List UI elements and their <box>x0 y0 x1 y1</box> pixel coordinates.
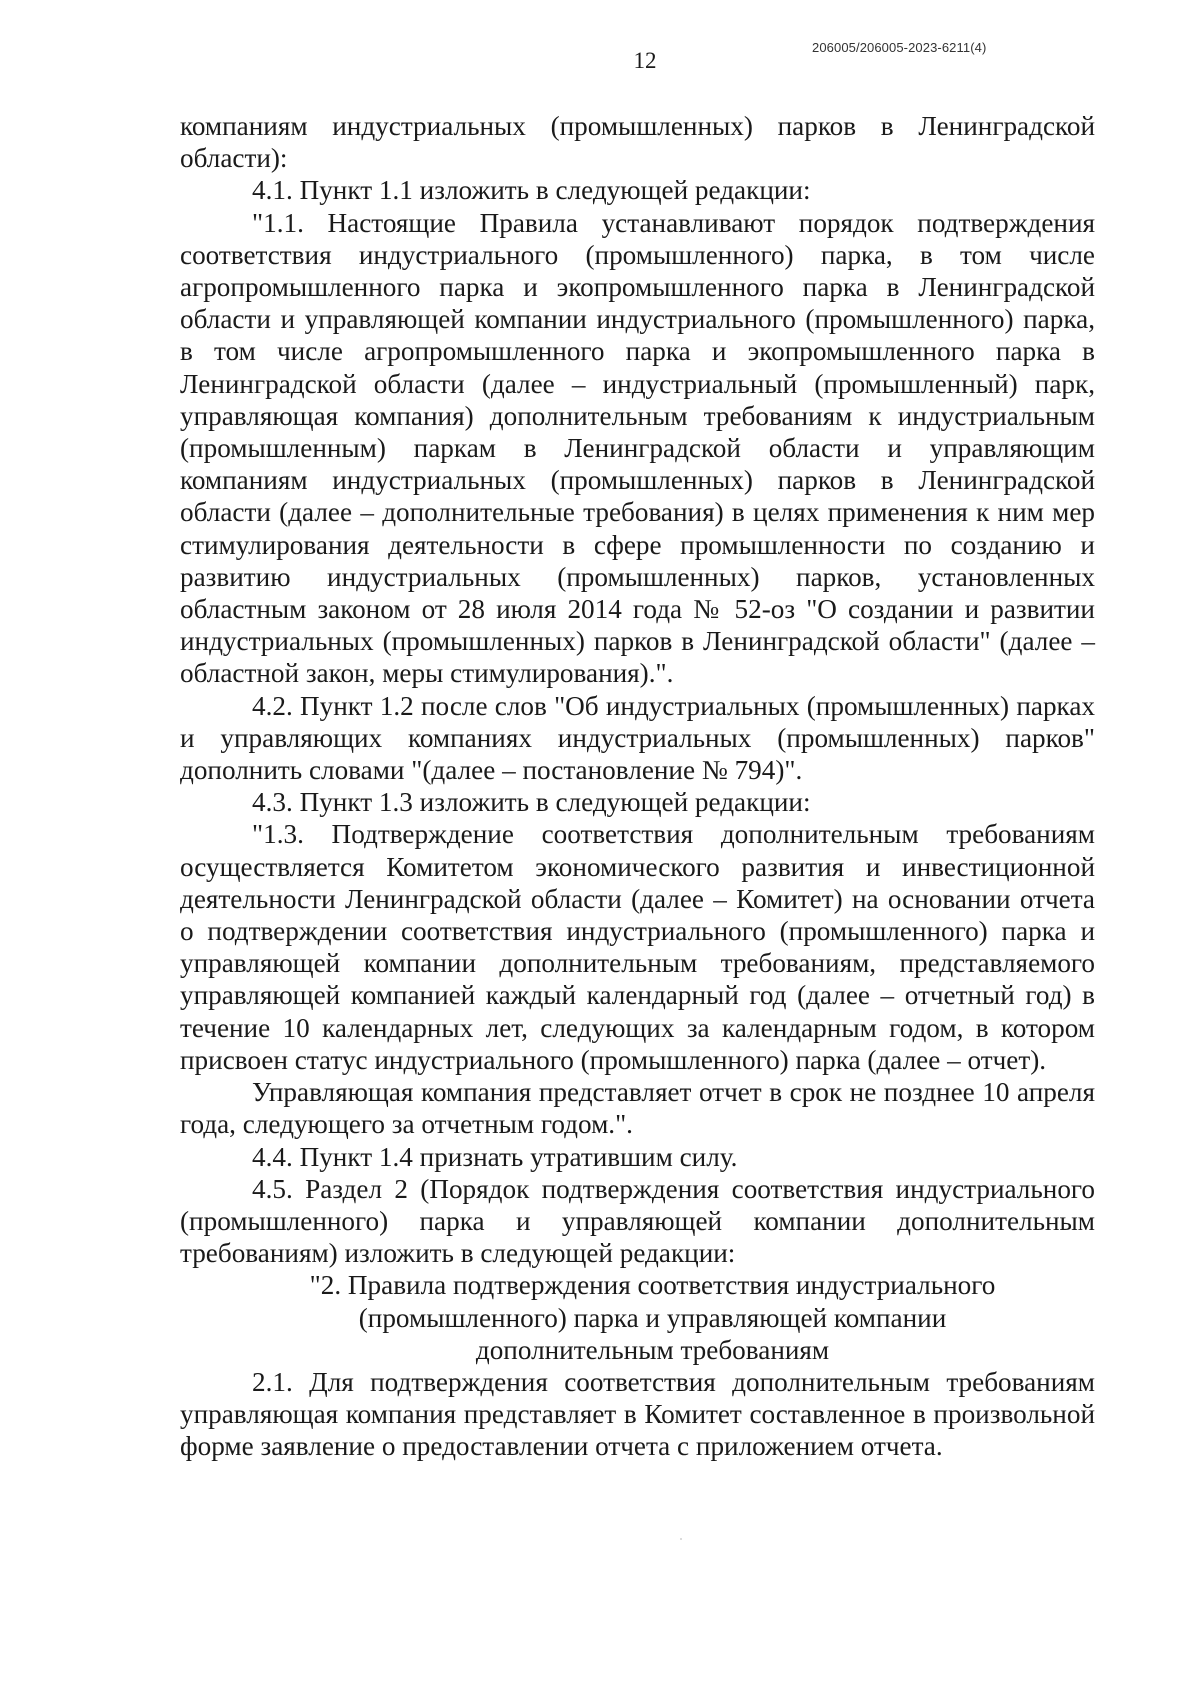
document-registration-number: 206005/206005-2023-6211(4) <box>812 40 987 55</box>
page-number: 12 <box>633 48 657 73</box>
section-heading-line: (промышленного) парка и управляющей компании <box>358 1302 947 1333</box>
section-2-heading <box>180 1269 1095 1366</box>
scan-speck <box>668 1094 671 1097</box>
paragraph-item-4-2: 4.2. Пункт 1.2 после слов "Об индустриальных (промышленных) парках и управляющих компаниях индустриальных (промышленных) парков" дополнить словами "(далее – постановление № 794)". <box>180 690 1095 786</box>
scan-speck <box>680 1538 682 1540</box>
paragraph-item-2-1: 2.1. Для подтверждения соответствия дополнительным требованиям управляющая компания представляет в Комитет составленное в произвольной форме заявление о предоставлении отчета с приложением отчета. <box>180 1366 1095 1462</box>
paragraph-continuation: компаниям индустриальных (промышленных) парков в Ленинградской области): <box>180 111 1095 174</box>
section-heading-line: "2. Правила подтверждения соответствия индустриального <box>309 1270 996 1301</box>
paragraph-item-4-1: 4.1. Пункт 1.1 изложить в следующей редакции: <box>252 175 811 206</box>
document-body <box>180 110 1095 1463</box>
section-heading-line: дополнительным требованиям <box>475 1334 830 1365</box>
paragraph-item-4-5: 4.5. Раздел 2 (Порядок подтверждения соответствия индустриального (промышленного) парка и управляющей компании дополнительным требованиям) изложить в следующей редакции: <box>180 1173 1095 1269</box>
paragraph-item-4-4: 4.4. Пункт 1.4 признать утратившим силу. <box>252 1141 738 1172</box>
paragraph-quote-1-1: "1.1. Настоящие Правила устанавливают порядок подтверждения соответствия индустриального (промышленного) парка, в том числе агропромышленного парка и экопромышленного парка в Ленинградской области и управляющей компании индустриального (промышленного) парка, в том числе агропромышленного парка и экопромышленного парка в Ленинградской области (далее – индустриальный (промышленный) парк, управляющая компания) дополнительным требованиям к индустриальным (промышленным) паркам в Ленинградской области и управляющим компаниям индустриальных (промышленных) парков в Ленинградской области (далее – дополнительные требования) в целях применения к ним мер стимулирования деятельности в сфере промышленности по созданию и развитию индустриальных (промышленных) парков, установленных областным законом от 28 июля 2014 года № 52-оз "О создании и развитии индустриальных (промышленных) парков в Ленинградской области" (далее – областной закон, меры стимулирования).". <box>180 207 1095 689</box>
paragraph-quote-1-3: "1.3. Подтверждение соответствия дополнительным требованиям осуществляется Комитетом экономического развития и инвестиционной деятельности Ленинградской области (далее – Комитет) на основании отчета о подтверждении соответствия индустриального (промышленного) парка и управляющей компании дополнительным требованиям, представляемого управляющей компанией каждый календарный год (далее – отчетный год) в течение 10 календарных лет, следующих за календарным годом, в котором присвоен статус индустриального (промышленного) парка (далее – отчет). <box>180 819 1095 1075</box>
paragraph-report-deadline: Управляющая компания представляет отчет в срок не позднее 10 апреля года, следующего за отчетным годом.". <box>180 1077 1095 1140</box>
paragraph-item-4-3: 4.3. Пункт 1.3 изложить в следующей редакции: <box>252 787 811 818</box>
